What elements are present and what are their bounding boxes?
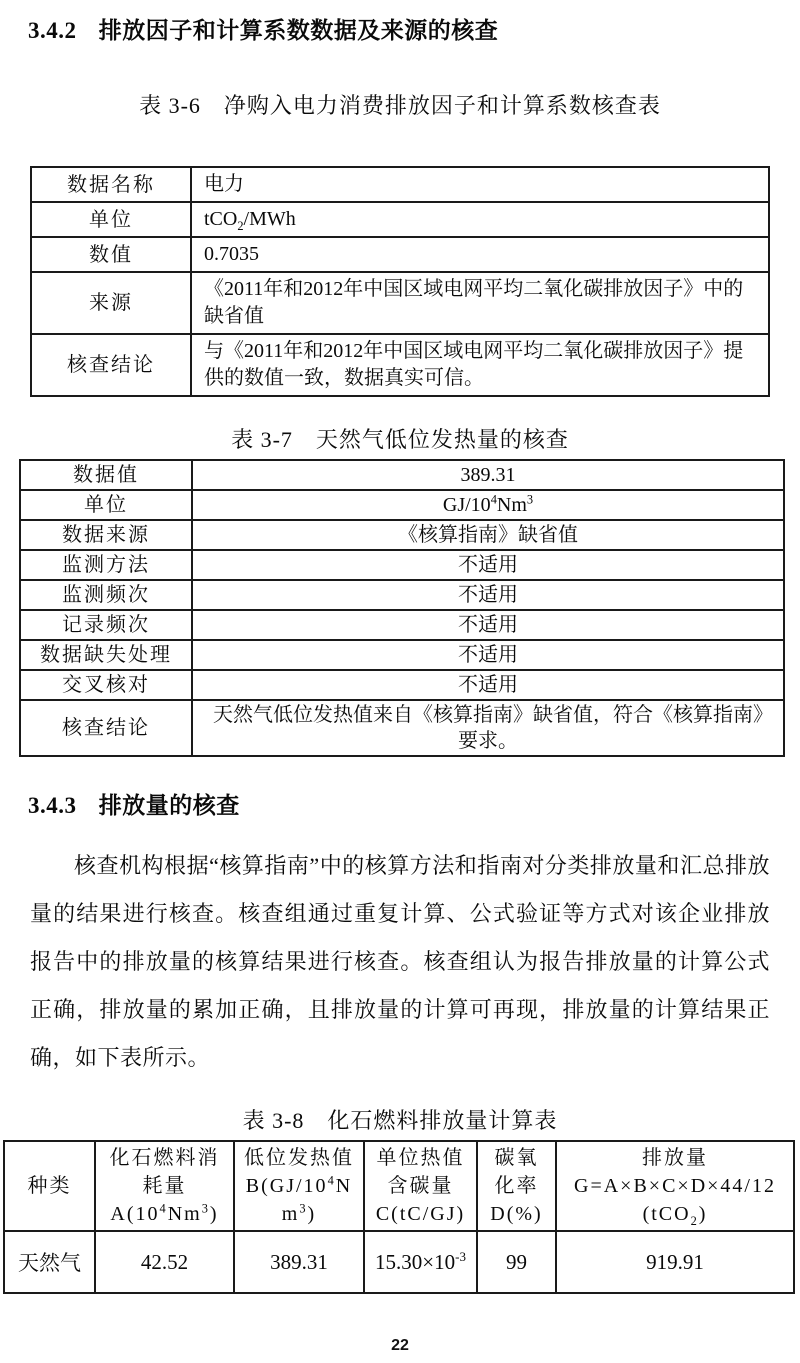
row-value: 电力	[191, 167, 769, 202]
header-line: $m^3$)	[281, 1201, 317, 1225]
table-row	[20, 460, 784, 490]
cell-consumption: 42.52	[95, 1231, 234, 1293]
section-heading-3-4-3	[28, 787, 800, 820]
row-label: 数值	[31, 237, 191, 272]
table-row	[31, 167, 769, 202]
table-3-7	[19, 459, 785, 757]
header-line: 化率	[494, 1175, 539, 1197]
row-value: 不适用	[192, 580, 784, 610]
row-label: 交叉核对	[20, 670, 192, 700]
header-line: 单位热值	[376, 1147, 465, 1169]
row-value: 不适用	[192, 670, 784, 700]
header-line: D(%)	[490, 1203, 543, 1225]
table-row	[20, 520, 784, 550]
header-line: C(tC/GJ)	[375, 1203, 466, 1225]
row-value: 与《2011年和2012年中国区域电网平均二氧化碳排放因子》提供的数值一致，数据真实可信。	[191, 334, 769, 396]
header-line: $A(10^4Nm^3)$	[110, 1201, 219, 1225]
row-label: 数据值	[20, 460, 192, 490]
header-line: 耗量	[142, 1175, 187, 1197]
section-heading-3-4-2	[28, 12, 800, 45]
table-3-8-caption: 表 3-8 化石燃料排放量计算表	[242, 1108, 558, 1133]
row-label: 来源	[31, 272, 191, 334]
section-title: 排放量的核查	[98, 793, 240, 818]
table-row	[31, 237, 769, 272]
header-ncv	[234, 1141, 364, 1231]
table-3-6	[30, 166, 770, 397]
row-value: 《2011年和2012年中国区域电网平均二氧化碳排放因子》中的缺省值	[191, 272, 769, 334]
table-header-row	[4, 1141, 794, 1231]
header-line: 碳氧	[494, 1147, 539, 1169]
row-label: 单位	[20, 490, 192, 520]
table-row	[20, 490, 784, 520]
row-value: 不适用	[192, 550, 784, 580]
table-data-row	[4, 1231, 794, 1293]
row-label: 数据来源	[20, 520, 192, 550]
section-number: 3.4.2	[28, 18, 77, 43]
header-consumption	[95, 1141, 234, 1231]
table-3-6-caption: 表 3-6 净购入电力消费排放因子和计算系数核查表	[139, 93, 661, 118]
table-row	[20, 670, 784, 700]
table-row	[20, 550, 784, 580]
header-carbon-content	[364, 1141, 477, 1231]
row-value: 不适用	[192, 640, 784, 670]
cell-oxidation-rate: 99	[477, 1231, 556, 1293]
row-value: 389.31	[192, 460, 784, 490]
table-row	[20, 700, 784, 756]
row-label: 核查结论	[20, 700, 192, 756]
row-value: 0.7035	[191, 237, 769, 272]
table-row	[20, 610, 784, 640]
body-paragraph: 核查机构根据“核算指南”中的核算方法和指南对分类排放量和汇总排放量的结果进行核查。核查组通过重复计算、公式验证等方式对该企业排放报告中的排放量的核算结果进行核查。核查组认为报告排放量的计算公式正确，排放量的累加正确，且排放量的计算可再现，排放量的计算结果正确，如下表所示。	[30, 853, 770, 1070]
table-row	[20, 640, 784, 670]
cell-kind: 天然气	[4, 1231, 95, 1293]
row-label: 监测方法	[20, 550, 192, 580]
row-value: 《核算指南》缺省值	[192, 520, 784, 550]
header-emission	[556, 1141, 794, 1231]
header-line: G=A×B×C×D×44/12	[574, 1175, 776, 1197]
row-value: tCO$_2$/MWh	[191, 202, 769, 237]
table-row	[31, 334, 769, 396]
header-line: 低位发热值	[244, 1147, 354, 1169]
row-label: 数据缺失处理	[20, 640, 192, 670]
header-line: $B(GJ/10^4N$	[245, 1173, 353, 1197]
row-label: 监测频次	[20, 580, 192, 610]
table-row	[31, 272, 769, 334]
header-line: 含碳量	[387, 1175, 454, 1197]
section-title: 排放因子和计算系数数据及来源的核查	[98, 18, 499, 43]
table-3-7-caption: 表 3-7 天然气低位发热量的核查	[231, 427, 569, 452]
header-line: 化石燃料消	[109, 1147, 220, 1169]
row-value: 天然气低位发热值来自《核算指南》缺省值，符合《核算指南》要求。	[192, 700, 784, 756]
header-line: 种类	[27, 1175, 72, 1197]
table-3-8	[3, 1140, 795, 1294]
row-label: 记录频次	[20, 610, 192, 640]
table-row	[20, 580, 784, 610]
row-value: 不适用	[192, 610, 784, 640]
cell-ncv: 389.31	[234, 1231, 364, 1293]
row-label: 数据名称	[31, 167, 191, 202]
header-line: (tCO$_2$)	[642, 1203, 708, 1228]
cell-carbon-content: $15.30\times 10^{-3}$	[364, 1231, 477, 1293]
section-number: 3.4.3	[28, 793, 77, 818]
cell-emission: 919.91	[556, 1231, 794, 1293]
header-oxidation-rate	[477, 1141, 556, 1231]
table-row	[31, 202, 769, 237]
page-number: 22	[391, 1337, 409, 1354]
row-label: 核查结论	[31, 334, 191, 396]
row-label: 单位	[31, 202, 191, 237]
header-kind	[4, 1141, 95, 1231]
row-value: $GJ/10^4Nm^3$	[192, 490, 784, 520]
header-line: 排放量	[642, 1147, 708, 1169]
